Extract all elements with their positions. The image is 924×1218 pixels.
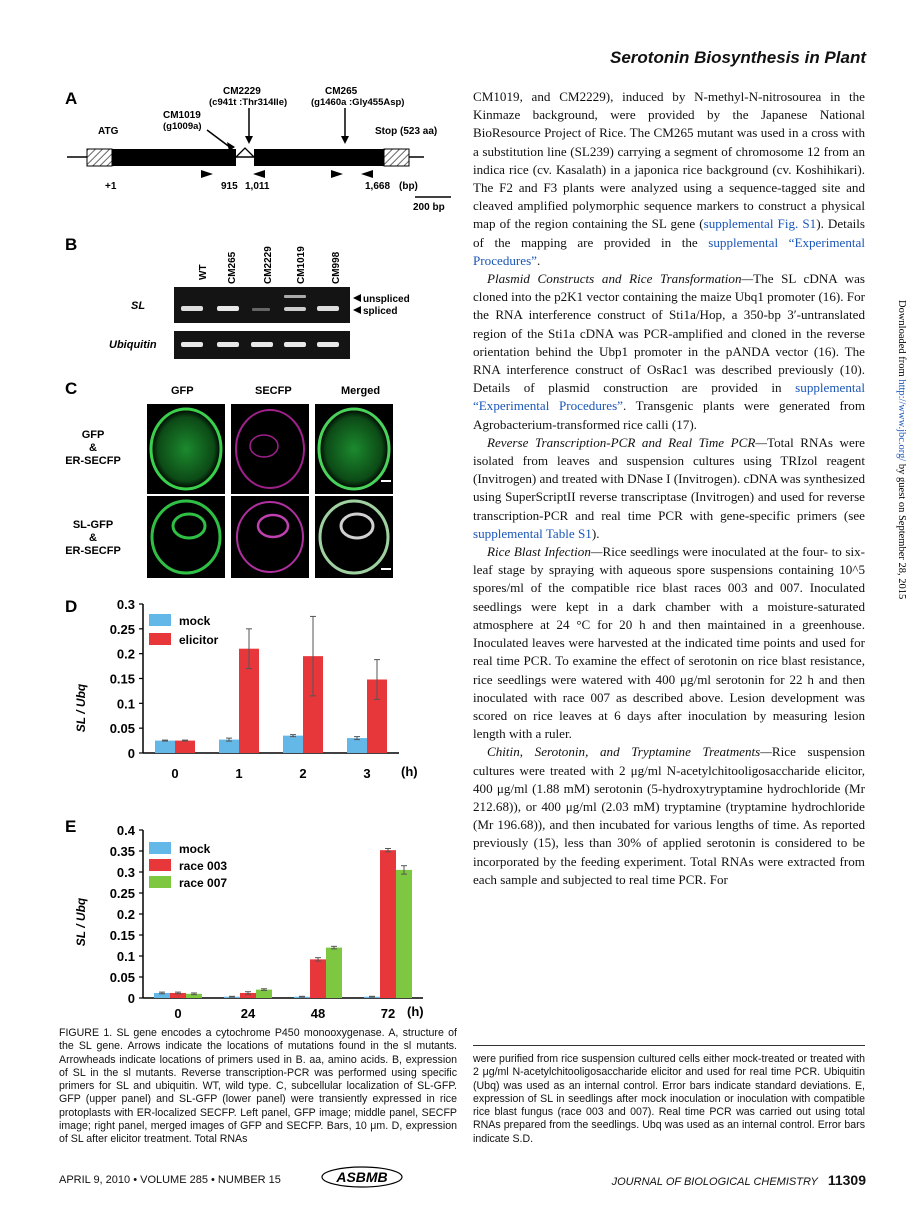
legend-label: race 007 [179,876,228,890]
x-tick-label: 1 [235,766,243,781]
legend-swatch [149,876,171,888]
x-tick-label: 72 [380,1006,396,1021]
journal-footer [612,1172,866,1188]
paragraph: Plasmid Constructs and Rice Transformation—The SL cDNA was cloned into the p2K1 vector containing the maize Ubq1 promoter (16). For the RNA interference construct of Sti1a/Hop, a 350-bp 3′-untranslated region of the Sti1a cDNA was PCR-amplified and cloned in the reverse orientation behind the Ubp1 promoter in the pANDA vector (16). The RNA interference construct of OsRac1 was described previously (10). Details of plasmid construction are provided in supplemental “Experimental Procedures”. Transgenic plants were generated from Agrobacterium-transformed rice calli (17). [473,271,865,432]
row-label: GFP [81,429,105,441]
panel-e-chart [59,818,459,1024]
exon-1 [112,149,236,166]
paragraph: Rice Blast Infection—Rice seedlings were inoculated at the four- to six-leaf stage by spraying with aqueous spore suspensions containing 10^5 spores/ml of the compatible rice blast races 003 and 007. Inoculated seedlings were kept in a dark chamber with a moisture-saturated atmosphere at 24 °C for 20 h and then maintained in a greenhouse. Inoculated leaves were harvested at the indicated time points and used for real time PCR. To examine the effect of serotonin on rice blast resistance, rice seedlings were watered with 400 μg/ml serotonin for 22 h and then inoculated with race 007 as described above. Lesion development was scored on rice leaves at 6 days after inoculation by measuring lesion length with a ruler. [473,544,866,742]
m3-detail: (g1460a :Gly455Asp) [311,97,405,108]
y-tick-label: 0.1 [116,949,135,964]
y-tick-label: 0.4 [116,823,135,838]
caption-divider [473,1045,865,1046]
paragraph: Chitin, Serotonin, and Tryptamine Treatments—Rice suspension cultures were treated with 2 μg/ml N-acetylchitooligosaccharide elicitor, 400 μg/ml (1.88 mM) serotonin (5-hydroxytryptamine hydrochloride (Mr 212.68)), or 400 μg/ml (2.03 mM) tryptamine (tryptamine hydrochloride (Mr 196.68)), and then incubated for various lengths of time. As reported previously (15), less than 30% of applied serotonin is considered to be incorporated by the feeding experiment. Total RNAs were extracted from each sample and subjected to real time PCR. For [473,744,865,887]
primer-arrowhead [361,170,373,178]
legend-swatch [149,859,171,871]
bar [396,870,412,998]
m2-detail: (c941t :Thr314Ile) [209,97,288,108]
unspliced-label: unspliced [363,294,410,305]
y-tick-label: 0.35 [109,844,135,859]
x-tick-label: 3 [363,766,371,781]
tick-label: 1,011 [245,181,270,192]
x-unit-label: (h) [401,764,418,779]
row-label: ER-SECFP [65,545,121,557]
x-tick-label: 2 [299,766,307,781]
section-heading: Plasmid Constructs and Rice Transformation— [487,271,754,287]
asbmb-logo [320,1165,404,1189]
issue-info: APRIL 9, 2010 • VOLUME 285 • NUMBER 15 [59,1174,281,1186]
section-heading: Rice Blast Infection— [487,544,603,560]
gel-image-sl [174,287,350,323]
panel-b-rtpcr-gel [59,232,459,362]
primer-arrowhead [253,170,265,178]
m1-arrow [207,130,231,148]
journal-name: JOURNAL OF BIOLOGICAL CHEMISTRY [611,1176,818,1188]
bar [380,850,396,998]
svg-text:ASBMB: ASBMB [336,1169,388,1185]
spliced-label: spliced [363,306,398,317]
x-tick-label: 48 [310,1006,326,1021]
y-tick-label: 0.15 [109,928,135,943]
legend-label: elicitor [179,633,219,647]
y-tick-label: 0.05 [109,721,135,737]
m1-name: CM1019 [163,110,201,121]
x-tick-label: 0 [171,766,179,781]
legend-swatch [149,614,171,626]
bar [310,959,326,998]
figure-caption-continued: were purified from rice suspension cultured cells either mock-treated or treated with 2 μg/ml N-acetylchitooligosaccharide elicitor and used for real time PCR. Ubiquitin (Ubq) was used as an internal control. Error bars indicate standard deviations. E, expression of SL in seedlings after mock inoculation or inoculation with compatible rice blast fungus (race 003 and 007). Real time PCR was carried out using total RNAs prepared from the seedlings. Ubq was used as an internal control. Error bars indicate S.D. [473,1053,865,1145]
m1-detail: (g1009a) [163,121,202,132]
legend-label: race 003 [179,859,228,873]
legend-label: mock [179,614,211,628]
y-tick-label: 0.25 [109,621,135,637]
x-tick-label: 24 [240,1006,256,1021]
y-axis-label: SL / Ubq [74,897,88,947]
panel-letter: B [65,235,78,254]
lane-label: CM2229 [263,246,274,284]
svg-text:Downloaded from http://www.jbc [896,300,907,599]
primer-arrowhead [331,170,343,178]
y-tick-label: 0.25 [109,886,135,901]
tick-label: 915 [221,181,238,192]
bar [175,741,195,753]
exon-2 [254,149,384,166]
col-label: Merged [341,385,381,397]
lane-label: CM998 [331,251,342,284]
y-tick-label: 0.3 [116,865,135,880]
legend-swatch [149,842,171,854]
atg-label: ATG [98,126,119,137]
section-heading: Chitin, Serotonin, and Tryptamine Treatments— [487,744,772,760]
bar [155,741,175,753]
tick-label: +1 [105,181,117,192]
col-label: GFP [171,385,194,397]
stop-label: Stop (523 aa) [375,126,438,137]
scale-bar [381,568,391,570]
tick-label: (bp) [399,181,418,192]
y-axis-label: SL / Ubq [74,683,88,733]
y-tick-label: 0.2 [116,907,135,922]
y-tick-label: 0.1 [116,696,135,712]
y-tick-label: 0 [127,991,135,1006]
legend-swatch [149,633,171,645]
x-unit-label: (h) [407,1004,424,1019]
x-tick-label: 0 [174,1006,182,1021]
sidebar-suffix: by guest on September 28, 2015 [896,461,907,600]
gel-row-ubiquitin: Ubiquitin [109,339,157,351]
jbc-link[interactable]: http://www.jbc.org/ [896,379,907,462]
bar [219,740,239,753]
micrograph-secfp [231,404,309,494]
panel-letter: A [65,89,78,108]
primer-arrowhead [201,170,213,178]
scale-bar-label: 200 bp [413,202,445,213]
panel-d-chart [59,590,459,820]
body-text-column [473,88,865,889]
m3-name: CM265 [325,86,358,97]
supplemental-fig-link[interactable]: supplemental Fig. S1 [703,216,817,232]
tick-label: 1,668 [365,181,391,192]
panel-a-gene-structure [59,86,459,216]
y-tick-label: 0.05 [109,970,135,985]
bar [283,736,303,753]
lane-label: CM265 [227,251,238,284]
row-label: & [89,442,97,454]
col-label: SECFP [255,385,292,397]
row-label: & [89,532,97,544]
m2-name: CM2229 [223,86,261,97]
download-sidebar [893,300,911,800]
scale-bar [381,480,391,482]
paragraph: CM1019, and CM2229), induced by N-methyl-N-nitrosourea in the Kinmaze background, were provided by the Japanese National BioResource Project of Rice. The CM265 mutant was used in a cross with a substitution line (SL239) carrying a segment of chromosome 12 from an indica rice (cv. Kasalath) in a japonica rice background (cv. Koshihikari). The F2 and F3 plants were analyzed using a sequence-tagged site and cleaved amplified polymorphic sequence markers to construct a physical map of the region containing the SL gene (supplemental Fig. S1). Details of the mapping are provided in the supplemental “Experimental Procedures”. [473,89,866,268]
panel-letter: D [65,597,78,616]
row-label: ER-SECFP [65,455,121,467]
y-tick-label: 0.15 [109,671,135,687]
panel-c-localization [59,376,459,584]
panel-letter: E [65,818,77,836]
y-tick-label: 0.3 [116,597,135,612]
running-header: Serotonin Biosynthesis in Plant [610,48,866,67]
bar [326,948,342,998]
legend-label: mock [179,842,211,856]
figure-caption: FIGURE 1. SL gene encodes a cytochrome P450 monooxygenase. A, structure of the SL gene. Arrows indicate the locations of mutations found in the sl mutants. Arrowheads indicate locations of primers used in B. aa, amino acids. B, expression of SL in the sl mutants. Reverse transcription-PCR was performed using specific primers for SL and ubiquitin. WT, wild type. C, subcellular localization of SL-GFP. GFP (upper panel) and SL-GFP (lower panel) were transiently expressed in rice protoplasts with ER-localized SECFP. Left panel, GFP image; middle panel, SECFP image; right panel, merged images of GFP and SECFP. Bars, 10 μm. D, expression of SL after elicitor treatment. Total RNAs [59,1027,457,1146]
supplemental-procedures-link[interactable]: supplemental “Experimental Procedures” [473,234,865,268]
page-number: 11309 [827,1172,866,1188]
bar [347,738,367,753]
lane-label: WT [198,264,209,280]
y-tick-label: 0 [127,746,135,761]
sidebar-prefix: Downloaded from [896,300,907,380]
paragraph: Reverse Transcription-PCR and Real Time PCR—Total RNAs were isolated from leaves and suspension cultures using TRIzol reagent (Invitrogen) and treated with DNase I (Invitrogen). cDNA was synthesized using SuperScriptII reverse transcriptase (Invitrogen) and used for reverse transcription-PCR and real time PCR with gene-specific primers (see supplemental Table S1). [473,434,865,541]
row-label: SL-GFP [72,519,114,531]
lane-label: CM1019 [296,246,307,284]
supplemental-procedures-link[interactable]: supplemental “Experimental Procedures” [473,380,865,414]
gel-row-sl: SL [131,300,146,312]
supplemental-table-link[interactable]: supplemental Table S1 [473,525,592,541]
section-heading: Reverse Transcription-PCR and Real Time PCR— [487,434,768,450]
panel-letter: C [65,379,78,398]
y-tick-label: 0.2 [116,646,135,662]
